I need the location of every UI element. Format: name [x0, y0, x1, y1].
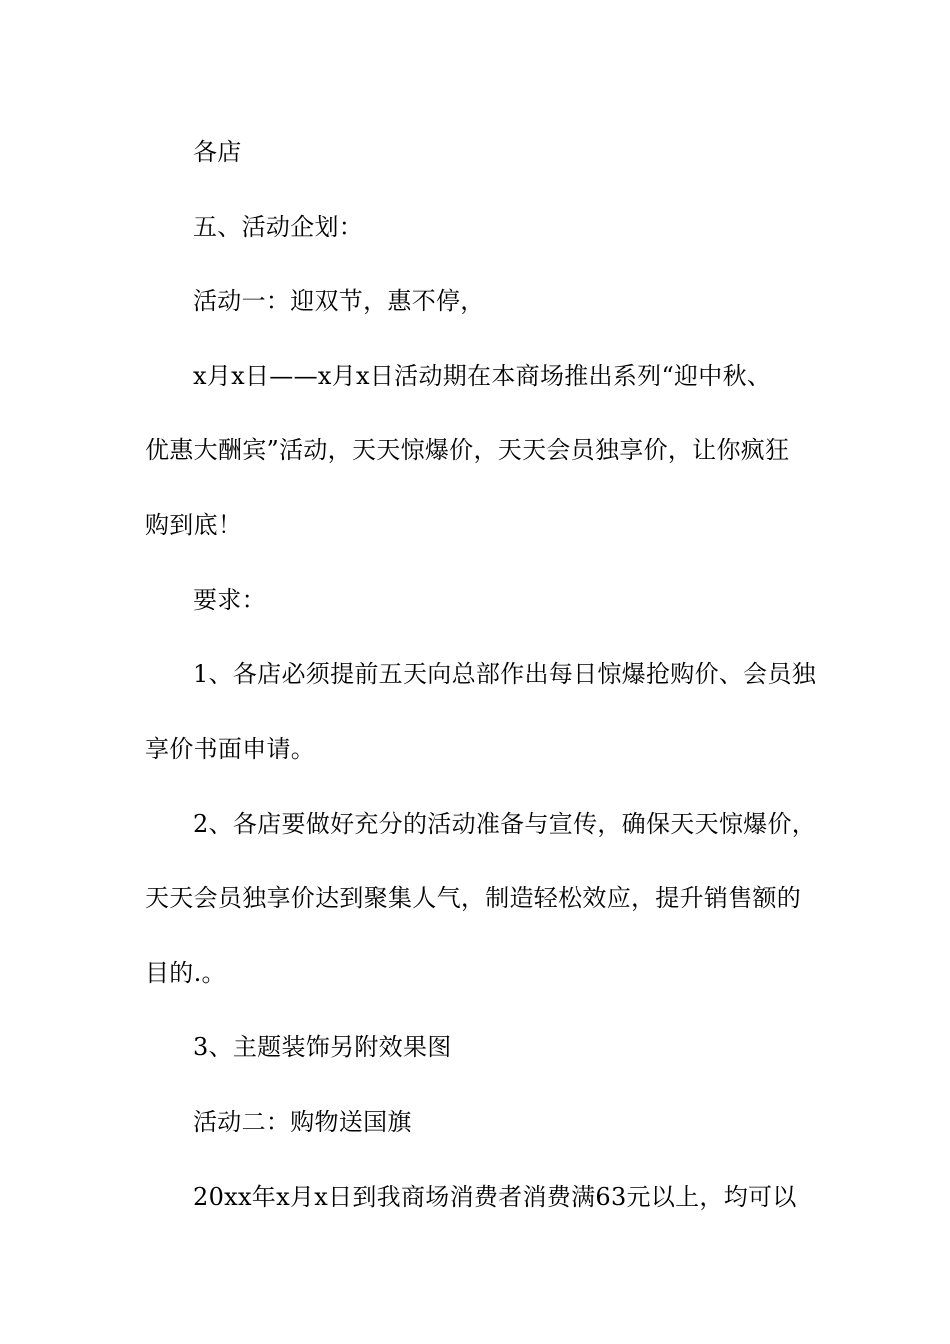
section-heading-activity-plan: 五、活动企划：: [193, 213, 364, 241]
activity-one-title: 活动一：迎双节，惠不停，: [193, 287, 485, 315]
paragraph-line: 20xx年x月x日到我商场消费者消费满63元以上，均可以: [193, 1183, 797, 1211]
paragraph-line: 目的.。: [145, 959, 226, 987]
requirements-heading: 要求：: [193, 586, 266, 614]
paragraph-line: 优惠大酬宾”活动，天天惊爆价，天天会员独享价，让你疯狂: [145, 436, 790, 464]
requirement-item-2: 2、各店要做好充分的活动准备与宣传，确保天天惊爆价，: [193, 810, 817, 838]
requirement-item-1: 1、各店必须提前五天向总部作出每日惊爆抢购价、会员独: [193, 660, 817, 688]
requirement-item-3: 3、主题装饰另附效果图: [193, 1033, 452, 1061]
activity-two-title: 活动二：购物送国旗: [193, 1108, 412, 1136]
paragraph-line: 天天会员独享价达到聚集人气，制造轻松效应，提升销售额的: [145, 884, 802, 912]
paragraph-line: 享价书面申请。: [145, 735, 316, 763]
paragraph-line: 购到底！: [145, 511, 243, 539]
paragraph-line: x月x日——x月x日活动期在本商场推出系列“迎中秋、: [193, 362, 772, 390]
text-line-stores: 各店: [193, 138, 242, 166]
